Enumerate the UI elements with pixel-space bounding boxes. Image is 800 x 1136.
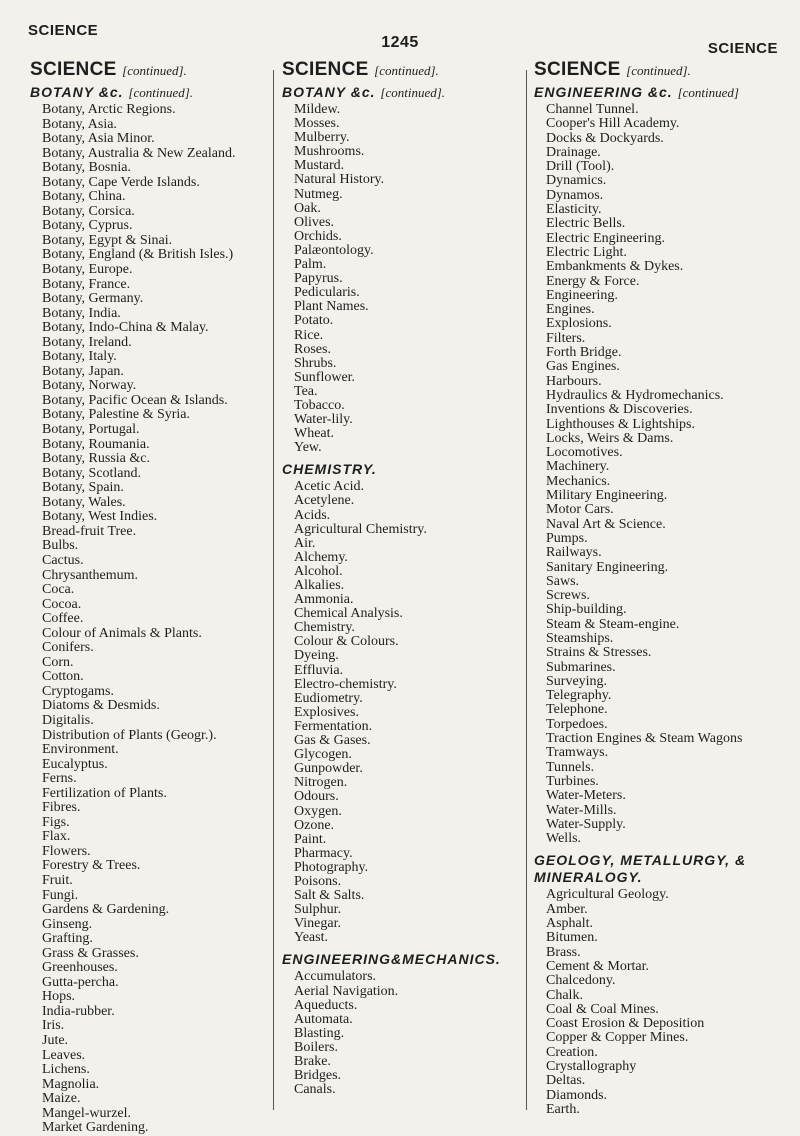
- section-title: SCIENCE: [30, 59, 117, 80]
- index-entry: Fibres.: [42, 800, 81, 816]
- index-entry: Screws.: [546, 588, 590, 604]
- index-entry: Colour & Colours.: [294, 634, 399, 650]
- index-entry: Lichens.: [42, 1062, 90, 1078]
- index-entry: Asphalt.: [546, 916, 594, 932]
- subsection: [30, 84, 260, 1136]
- index-entry: Bridges.: [294, 1068, 342, 1084]
- index-entry: Engines.: [546, 302, 595, 318]
- index-entry: Forestry & Trees.: [42, 858, 141, 874]
- index-entry: Botany, Arctic Regions.: [42, 102, 176, 117]
- index-entry: Fruit.: [42, 872, 73, 888]
- subsection-title: GEOLOGY, METALLURGY, & MINERALOGY.: [534, 852, 747, 886]
- subsection-continued: [continued].: [380, 85, 446, 100]
- index-entry: Bulbs.: [42, 538, 79, 554]
- index-entry: Forth Bridge.: [546, 345, 622, 361]
- index-entry: Bread-fruit Tree.: [42, 523, 137, 539]
- index-entry: Brass.: [546, 944, 581, 960]
- index-entry: Steamships.: [546, 630, 614, 646]
- index-entry: Fertilization of Plants.: [42, 785, 167, 801]
- index-entry: Railways.: [546, 545, 602, 561]
- index-entry: Submarines.: [546, 659, 616, 675]
- index-entry: Explosives.: [294, 704, 359, 720]
- index-entry: Gas Engines.: [546, 359, 620, 375]
- index-entry: Harbours.: [546, 373, 602, 389]
- index-entry: Colour of Animals & Plants.: [42, 625, 202, 641]
- index-entry: Alkalies.: [294, 578, 345, 593]
- index-entry: Gas & Gases.: [294, 733, 371, 749]
- index-entry: Turbines.: [546, 773, 599, 789]
- index-entry: Palæontology.: [294, 242, 374, 258]
- index-entry: Botany, Cyprus.: [42, 218, 133, 234]
- index-entry: Cooper's Hill Academy.: [546, 116, 680, 132]
- subsection-heading: [282, 951, 514, 968]
- running-head-right: SCIENCE: [707, 40, 778, 57]
- index-entry: Conifers.: [42, 640, 94, 656]
- index-entry: Botany, Asia Minor.: [42, 131, 155, 147]
- index-entry: Channel Tunnel.: [546, 102, 639, 117]
- index-entry: Diatoms & Desmids.: [42, 698, 160, 714]
- index-entry: Digitalis.: [42, 712, 94, 728]
- index-entry: Botany, Australia & New Zealand.: [42, 145, 236, 161]
- index-entry: Orchids.: [294, 228, 342, 244]
- index-entry: Leaves.: [42, 1047, 86, 1063]
- index-entry: Pedicularis.: [294, 285, 360, 301]
- index-entry: Poisons.: [294, 873, 342, 889]
- index-entry: Paint.: [294, 831, 327, 847]
- index-entry: Yew.: [294, 440, 322, 456]
- index-entry: Natural History.: [294, 172, 385, 188]
- index-entry: Rice.: [294, 327, 324, 343]
- subsection: [282, 461, 514, 945]
- subsection: [282, 951, 514, 1097]
- index-entry: Mosses.: [294, 116, 340, 132]
- index-entry: Motor Cars.: [546, 502, 614, 518]
- index-entry: Steam & Steam-engine.: [546, 616, 680, 632]
- index-entry: Acids.: [294, 507, 331, 523]
- index-entry: Agricultural Geology.: [546, 887, 669, 903]
- index-entry: Figs.: [42, 814, 70, 830]
- index-entry: Brake.: [294, 1054, 331, 1069]
- index-entry: Botany, Bosnia.: [42, 160, 131, 176]
- subsection-heading: [534, 84, 789, 101]
- index-entry: Embankments & Dykes.: [546, 259, 684, 275]
- index-entry: Mildew.: [294, 102, 341, 117]
- index-entry: Photography.: [294, 859, 369, 875]
- index-entry: Ferns.: [42, 771, 77, 787]
- index-entry: Hydraulics & Hydromechanics.: [546, 387, 724, 403]
- index-entry: Botany, Palestine & Syria.: [42, 407, 191, 423]
- subsection-title: CHEMISTRY.: [282, 461, 377, 478]
- section-continued: [continued].: [122, 63, 187, 78]
- index-entry: Military Engineering.: [546, 488, 668, 504]
- index-entry: Creation.: [546, 1044, 598, 1060]
- index-entry: Strains & Stresses.: [546, 645, 652, 661]
- index-entry: Coal & Coal Mines.: [546, 1001, 659, 1017]
- column-3: [534, 59, 789, 1117]
- index-entry: Iris.: [42, 1018, 65, 1034]
- index-entry: India-rubber.: [42, 1003, 115, 1019]
- index-entry: Saws.: [546, 573, 580, 589]
- index-entry: Papyrus.: [294, 271, 343, 287]
- entry-list: [282, 480, 514, 945]
- index-entry: Air.: [294, 535, 316, 551]
- subsection-title: ENGINEERING &c.: [534, 84, 673, 100]
- index-entry: Coast Erosion & Deposition: [546, 1016, 705, 1032]
- index-entry: Botany, Corsica.: [42, 203, 135, 219]
- index-entry: Automata.: [294, 1011, 353, 1027]
- subsection: [282, 84, 514, 455]
- entry-list: [282, 103, 514, 455]
- index-entry: Sanitary Engineering.: [546, 559, 669, 575]
- index-entry: Explosions.: [546, 316, 612, 332]
- index-entry: Water-Supply.: [546, 816, 626, 832]
- subsection-continued: [continued].: [128, 85, 194, 100]
- index-entry: Chalk.: [546, 987, 583, 1003]
- index-entry: Energy & Force.: [546, 273, 640, 289]
- index-entry: Botany, Asia.: [42, 116, 117, 132]
- index-entry: Chemical Analysis.: [294, 606, 403, 622]
- index-entry: Filters.: [546, 330, 586, 346]
- index-entry: Copper & Copper Mines.: [546, 1030, 689, 1046]
- index-entry: Drill (Tool).: [546, 159, 615, 175]
- index-entry: Mulberry.: [294, 130, 350, 146]
- subsection: [534, 84, 789, 846]
- index-entry: Traction Engines & Steam Wagons: [546, 731, 743, 747]
- index-entry: Dyeing.: [294, 648, 339, 664]
- subsection-title: BOTANY &c.: [30, 84, 124, 100]
- running-head-left: SCIENCE: [28, 22, 99, 39]
- page-number: 1245: [381, 34, 419, 51]
- index-entry: Telephone.: [546, 702, 608, 718]
- index-entry: Tea.: [294, 383, 318, 399]
- index-entry: Mustard.: [294, 158, 345, 174]
- index-entry: Botany, England (& British Isles.): [42, 247, 234, 263]
- index-entry: Agricultural Chemistry.: [294, 521, 427, 537]
- section-title: SCIENCE: [534, 59, 621, 80]
- index-entry: Acetic Acid.: [294, 479, 364, 495]
- index-entry: Eucalyptus.: [42, 756, 108, 772]
- index-entry: Elasticity.: [546, 202, 602, 218]
- index-entry: Torpedoes.: [546, 716, 608, 732]
- index-entry: Market Gardening.: [42, 1120, 149, 1136]
- index-entry: Flowers.: [42, 843, 91, 859]
- column-rule-1: [273, 70, 274, 1110]
- index-entry: Electric Engineering.: [546, 230, 665, 246]
- index-entry: Naval Art & Science.: [546, 516, 666, 532]
- index-entry: Hops.: [42, 989, 76, 1005]
- index-entry: Wells.: [546, 831, 582, 847]
- index-entry: Cactus.: [42, 552, 84, 568]
- index-entry: Electro-chemistry.: [294, 676, 397, 692]
- index-entry: Tunnels.: [546, 759, 595, 775]
- index-entry: Dynamics.: [546, 173, 607, 189]
- index-entry: Plant Names.: [294, 299, 369, 315]
- subsection: [534, 852, 789, 1117]
- index-entry: Drainage.: [546, 144, 601, 160]
- index-entry: Bitumen.: [546, 930, 598, 946]
- index-entry: Cement & Mortar.: [546, 958, 650, 974]
- index-entry: Botany, Roumania.: [42, 436, 150, 452]
- index-entry: Grass & Grasses.: [42, 945, 139, 961]
- column-2: [282, 60, 514, 1108]
- index-entry: Botany, China.: [42, 189, 126, 205]
- index-entry: Inventions & Discoveries.: [546, 402, 693, 418]
- index-entry: Botany, Spain.: [42, 480, 124, 496]
- index-entry: Corn.: [42, 654, 74, 670]
- index-entry: Cryptogams.: [42, 683, 114, 699]
- index-entry: Distribution of Plants (Geogr.).: [42, 727, 217, 743]
- index-entry: Odours.: [294, 789, 339, 805]
- index-entry: Chemistry.: [294, 620, 355, 636]
- index-entry: Aerial Navigation.: [294, 983, 399, 999]
- index-entry: Botany, Cape Verde Islands.: [42, 174, 200, 190]
- index-entry: Shrubs.: [294, 355, 337, 371]
- index-entry: Wheat.: [294, 426, 335, 442]
- index-entry: Acetylene.: [294, 493, 355, 509]
- index-entry: Chrysanthemum.: [42, 567, 139, 583]
- index-entry: Botany, Germany.: [42, 291, 144, 307]
- index-entry: Jute.: [42, 1033, 69, 1048]
- index-entry: Locks, Weirs & Dams.: [546, 430, 674, 446]
- index-entry: Botany, Egypt & Sinai.: [42, 232, 173, 248]
- index-entry: Mangel-wurzel.: [42, 1105, 132, 1121]
- index-entry: Gunpowder.: [294, 761, 363, 777]
- subsection-title: BOTANY &c.: [282, 84, 376, 100]
- section-heading: [282, 60, 514, 81]
- index-entry: Crystallography: [546, 1059, 637, 1074]
- index-entry: Potato.: [294, 313, 334, 329]
- index-entry: Magnolia.: [42, 1076, 100, 1092]
- index-entry: Yeast.: [294, 930, 328, 946]
- index-entry: Mechanics.: [546, 473, 611, 489]
- index-entry: Blasting.: [294, 1025, 345, 1041]
- index-entry: Grafting.: [42, 931, 93, 947]
- index-entry: Palm.: [294, 257, 327, 273]
- index-entry: Cocoa.: [42, 596, 82, 612]
- index-entry: Botany, Japan.: [42, 363, 124, 379]
- index-entry: Botany, Europe.: [42, 262, 133, 278]
- index-entry: Pumps.: [546, 530, 588, 546]
- index-entry: Alcohol.: [294, 563, 343, 579]
- index-entry: Olives.: [294, 214, 335, 230]
- index-entry: Salt & Salts.: [294, 888, 365, 904]
- subsection-title: ENGINEERING&MECHANICS.: [282, 951, 501, 968]
- index-entry: Gardens & Gardening.: [42, 902, 170, 918]
- index-entry: Amber.: [546, 901, 588, 917]
- entry-list: [282, 970, 514, 1097]
- index-entry: Botany, Pacific Ocean & Islands.: [42, 392, 228, 408]
- index-entry: Botany, France.: [42, 276, 131, 292]
- index-entry: Locomotives.: [546, 445, 623, 461]
- index-entry: Botany, Russia &c.: [42, 451, 150, 467]
- index-entry: Docks & Dockyards.: [546, 130, 664, 146]
- index-entry: Water-Meters.: [546, 788, 626, 804]
- index-entry: Electric Light.: [546, 244, 627, 260]
- column-1: [30, 59, 260, 1136]
- index-entry: Eudiometry.: [294, 690, 363, 706]
- subsection-heading: [30, 84, 260, 101]
- index-entry: Aqueducts.: [294, 997, 358, 1013]
- entry-list: [534, 103, 789, 846]
- index-entry: Environment.: [42, 742, 119, 758]
- index-entry: Water-lily.: [294, 412, 353, 428]
- index-entry: Flax.: [42, 829, 71, 845]
- index-entry: Alchemy.: [294, 549, 348, 565]
- index-entry: Greenhouses.: [42, 960, 118, 976]
- index-entry: Oak.: [294, 200, 321, 216]
- index-entry: Glycogen.: [294, 747, 352, 763]
- index-entry: Machinery.: [546, 459, 610, 475]
- index-entry: Botany, Italy.: [42, 349, 117, 365]
- index-entry: Maize.: [42, 1091, 81, 1107]
- index-entry: Cotton.: [42, 669, 84, 685]
- index-entry: Oxygen.: [294, 803, 342, 819]
- index-entry: Botany, Wales.: [42, 494, 126, 510]
- index-entry: Nitrogen.: [294, 775, 348, 791]
- subsection-heading: [282, 84, 514, 101]
- index-entry: Mushrooms.: [294, 144, 365, 160]
- index-entry: Effluvia.: [294, 662, 344, 678]
- index-entry: Coca.: [42, 582, 75, 598]
- subsection-heading: [534, 852, 789, 886]
- index-entry: Fermentation.: [294, 718, 373, 734]
- section-heading: [30, 60, 260, 81]
- entry-list: [30, 103, 260, 1136]
- index-entry: Gutta-percha.: [42, 974, 119, 990]
- index-entry: Nutmeg.: [294, 186, 343, 202]
- section-title: SCIENCE: [282, 59, 369, 80]
- entry-list: [534, 888, 789, 1117]
- column-rule-2: [526, 70, 527, 1110]
- index-entry: Ammonia.: [294, 592, 354, 608]
- index-entry: Electric Bells.: [546, 216, 626, 232]
- index-entry: Earth.: [546, 1101, 580, 1117]
- index-entry: Botany, Portugal.: [42, 422, 140, 438]
- index-entry: Surveying.: [546, 673, 608, 689]
- index-entry: Chalcedony.: [546, 973, 616, 989]
- index-entry: Accumulators.: [294, 969, 377, 985]
- index-entry: Tramways.: [546, 745, 609, 761]
- index-entry: Boilers.: [294, 1039, 338, 1055]
- index-entry: Pharmacy.: [294, 845, 353, 861]
- index-entry: Dynamos.: [546, 187, 604, 203]
- subsection-continued: [continued]: [677, 85, 739, 100]
- index-entry: Botany, Norway.: [42, 378, 137, 394]
- index-entry: Canals.: [294, 1082, 336, 1098]
- index-entry: Fungi.: [42, 887, 79, 903]
- index-entry: Botany, Scotland.: [42, 465, 142, 481]
- index-entry: Diamonds.: [546, 1087, 608, 1103]
- index-entry: Ozone.: [294, 817, 335, 833]
- index-entry: Botany, India.: [42, 305, 121, 321]
- index-entry: Sunflower.: [294, 369, 356, 385]
- index-entry: Telegraphy.: [546, 688, 612, 704]
- index-entry: Botany, Indo-China & Malay.: [42, 320, 209, 336]
- section-continued: [continued].: [374, 63, 439, 78]
- index-entry: Botany, West Indies.: [42, 509, 158, 525]
- index-entry: Sulphur.: [294, 902, 342, 918]
- index-entry: Ship-building.: [546, 602, 627, 618]
- subsection-heading: [282, 461, 514, 478]
- index-entry: Tobacco.: [294, 397, 345, 413]
- index-entry: Vinegar.: [294, 916, 341, 932]
- index-entry: Water-Mills.: [546, 802, 617, 818]
- index-entry: Roses.: [294, 341, 331, 357]
- index-entry: Deltas.: [546, 1073, 586, 1089]
- index-entry: Lighthouses & Lightships.: [546, 416, 695, 432]
- index-entry: Botany, Ireland.: [42, 334, 132, 350]
- section-continued: [continued].: [626, 63, 691, 78]
- index-entry: Ginseng.: [42, 916, 93, 932]
- section-heading: [534, 60, 789, 81]
- index-entry: Coffee.: [42, 611, 84, 627]
- index-entry: Engineering.: [546, 287, 618, 303]
